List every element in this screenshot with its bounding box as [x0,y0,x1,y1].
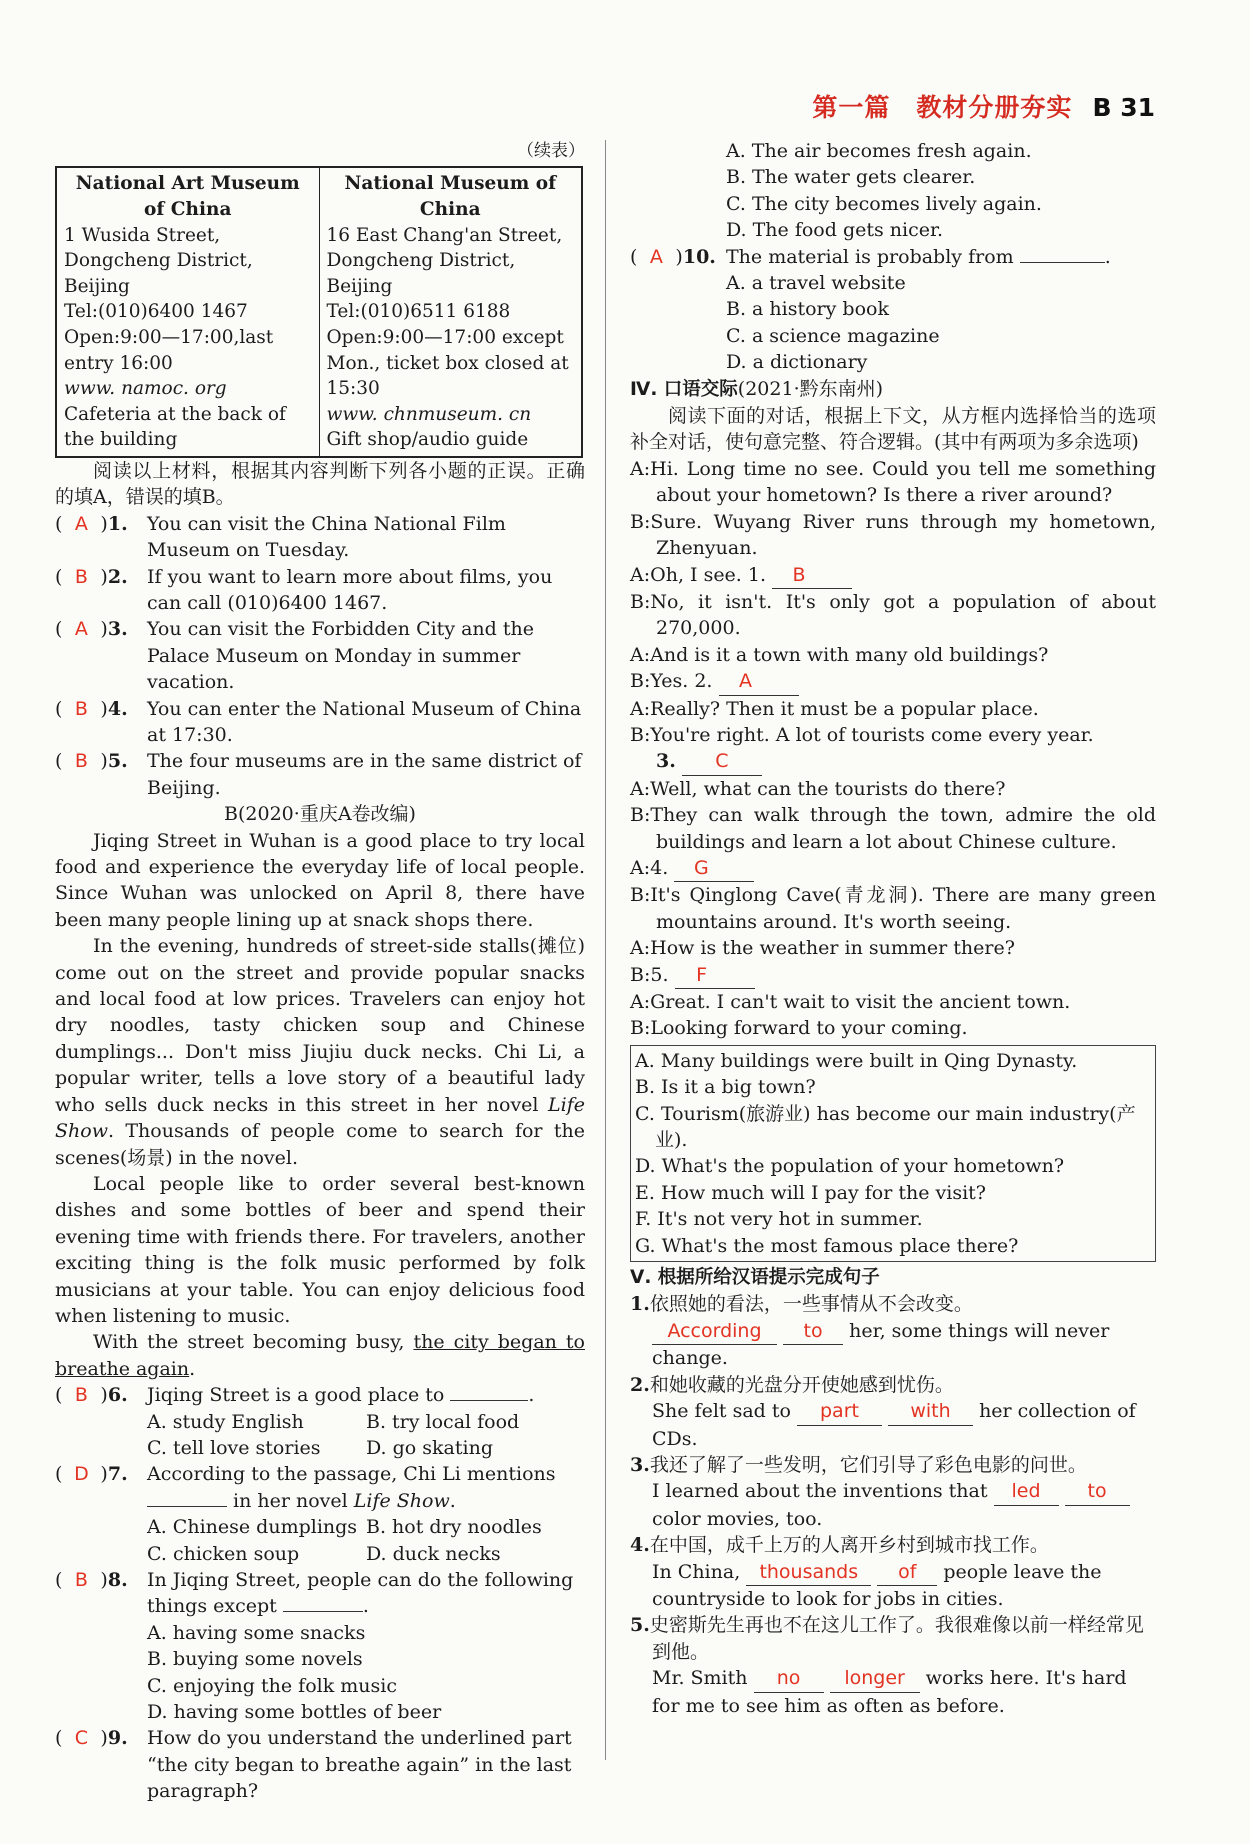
dialog-line: A:Oh, I see. 1. B [630,562,1156,589]
option: C. Tourism(旅游业) has become our main industry(产业). [635,1102,1136,1152]
option: A. a travel website [726,272,906,295]
dialog-line: B:No, it isn't. It's only got a population of about 270,000. [630,590,1156,640]
option: C. The city becomes lively again. [726,192,1042,215]
dialog-line: A:Great. I can't wait to visit the ancient town. [630,991,1071,1013]
translation-prompt: 5.史密斯先生再也不在这儿工作了。我很难像以前一样经常见到他。 [630,1614,1144,1663]
museum-line: Open:9:00—17:00 except Mon., ticket box closed at 15:30 [326,326,569,400]
section-b-title: B(2020·重庆A卷改编) [224,803,416,826]
passage-paragraph: In the evening, hundreds of street-side stalls(摊位) come out on the street and provide popular snacks and local food at low prices. Travelers can enjoy hot dry noodles, tasty chicken soup and Chinese dumplings... Don't miss Jiujiu duck necks. Chi Li, a popular writer, tells a love story of a beautiful lady who sells duck necks in this street in her novel Life Show. Thousands of people come to search for the scenes(场景) in the novel. [55,935,585,1169]
passage-paragraph: Local people like to order several best-known dishes and some bottles of beer and spend their evening time with friends there. For travelers, another exciting thing is the folk music performed by folk musicians at your table. You can enjoy delicious food when listening to music. [55,1172,585,1327]
dialog-line: A:Hi. Long time no see. Could you tell me something about your hometown? Is there a river around? [630,457,1156,507]
page-number: B 31 [1092,93,1155,122]
museum-line: Dongcheng District, [64,250,253,272]
dialog-line: 3. C [630,748,1156,775]
museum-website: www. chnmuseum. cn [326,403,532,425]
answer-blank: C [682,748,762,775]
museum-note: Gift shop/audio guide [326,429,529,451]
dialog-line: A:Really? Then it must be a popular place. [630,697,1039,720]
dialog-line: A:4. G [630,855,1156,882]
dialog-line: B:It's Qinglong Cave(青龙洞). There are many green mountains around. It's worth seeing. [630,884,1156,933]
museum-line: Beijing [326,275,393,297]
dialog-line: B:You're right. A lot of tourists come every year. [630,723,1094,746]
mc-question: ( A )10. The material is probably from . [630,245,1111,268]
museum-line: Open:9:00—17:00,last entry 16:00 [64,326,274,374]
option: B. a history book [726,298,889,321]
section-5-heading: Ⅴ. 根据所给汉语提示完成句子 [630,1267,880,1289]
dialog-line: B:Sure. Wuyang River runs through my hometown, Zhenyuan. [630,510,1156,560]
translation-answer: I learned about the inventions that led to color movies, too. [630,1478,1156,1532]
translation-prompt: 4.在中国，成千上万的人离开乡村到城市找工作。 [630,1534,1049,1557]
mc-question: ( B )6. Jiqing Street is a good place to . [55,1384,535,1407]
tf-question: ( A )3. You can visit the Forbidden City and the Palace Museum on Monday in summer vacation. [55,618,534,694]
passage-paragraph: With the street becoming busy, the city began to breathe again. [55,1331,585,1380]
mc-question: ( C )9. How do you understand the underlined part “the city began to breathe again” in the last paragraph? [55,1727,572,1803]
dialog-line: B:Looking forward to your coming. [630,1017,968,1040]
translation-prompt: 2.和她收藏的光盘分开使她感到忧伤。 [630,1373,954,1396]
mc-question: ( B )8. In Jiqing Street, people can do the following things except . [55,1569,574,1618]
section-4-instruction: 阅读下面的对话，根据上下文，从方框内选择恰当的选项补全对话，使句意完整、符合逻辑。(其中有两项为多余选项) [630,405,1156,454]
option: C. enjoying the folk music [147,1674,397,1697]
left-column [55,138,585,1805]
museum-line: Tel:(010)6511 6188 [326,301,511,323]
page-header [812,88,1155,124]
translation-prompt: 3.我还了解了一些发明，它们引导了彩色电影的问世。 [630,1453,1087,1476]
option: D. What's the population of your hometown? [635,1155,1065,1178]
continued-label: （续表） [517,141,585,161]
museum-note: Cafeteria at the back of the building [64,403,286,451]
museum-line: Tel:(010)6400 1467 [64,301,248,323]
translation-answer: In China, thousands of people leave the countryside to look for jobs in cities. [652,1560,1102,1610]
option: B. The water gets clearer. [726,166,976,189]
option: E. How much will I pay for the visit? [635,1181,986,1204]
answer-blank: B [772,562,852,589]
museum-cell [319,167,582,457]
translation-answer: According to her, some things will never change. [652,1319,1110,1370]
right-column [630,138,1156,1719]
dialog-line: B:They can walk through the town, admire the old buildings and learn a lot about Chinese culture. [630,804,1156,853]
option: C. a science magazine [726,324,940,347]
underlined-part: the city began to breathe again [55,1331,585,1380]
header-title: 第一篇 教材分册夯实 [812,93,1073,122]
option: A. Many buildings were built in Qing Dynasty. [635,1049,1078,1072]
options-row: C. tell love stories D. go skating [147,1436,493,1459]
option: G. What's the most famous place there? [635,1234,1019,1257]
museum-line: Dongcheng District, [326,250,516,272]
option: F. It's not very hot in summer. [635,1208,923,1231]
options-box [630,1045,1156,1262]
passage-paragraph: Jiqing Street in Wuhan is a good place to try local food and experience the everyday life of local people. Since Wuhan was unlocked on April 8, there have been many people lining up at snack shops there. [55,829,585,931]
museum-cell [56,167,319,457]
translation-answer: She felt sad to part with her collection of CDs. [652,1400,1136,1450]
answer-blank: F [675,962,755,989]
museum-title: National Art Museum of China [75,173,300,220]
option: A. having some snacks [147,1621,366,1644]
dialog-line: B:5. F [630,962,1156,989]
section-4-heading: Ⅳ. 口语交际(2021·黔东南州) [630,377,884,400]
option: A. The air becomes fresh again. [726,140,1032,162]
instruction: 阅读以上材料，根据其内容判断下列各小题的正误。正确的填A，错误的填B。 [55,459,585,509]
dialog-line: A:How is the weather in summer there? [630,937,1015,960]
column-divider [605,140,606,1760]
translation-prompt: 1.依照她的看法，一些事情从不会改变。 [630,1293,973,1316]
museum-title: National Museum of China [344,173,557,220]
tf-question: ( B )5. The four museums are in the same district of Beijing. [55,750,582,799]
museum-table [55,166,583,458]
option: B. Is it a big town? [635,1076,816,1099]
tf-question: ( B )4. You can enter the National Museum of China at 17:30. [55,697,582,746]
options-row: A. Chinese dumplings B. hot dry noodles [147,1516,542,1539]
options-row: A. study English B. try local food [147,1410,520,1433]
museum-website: www. namoc. org [64,378,227,400]
option: B. buying some novels [147,1648,363,1671]
translation-answer: Mr. Smith no longer works here. It's hard for me to see him as often as before. [652,1667,1127,1717]
answer-blank: G [674,855,754,882]
mc-question: ( D )7. According to the passage, Chi Li mentions in her novel Life Show. [55,1463,556,1512]
museum-line: Beijing [64,275,130,297]
option: D. having some bottles of beer [147,1701,442,1724]
option: D. a dictionary [726,351,868,374]
museum-line: 16 East Chang'an Street, [326,224,563,246]
museum-line: 1 Wusida Street, [64,224,221,246]
options-row: C. chicken soup D. duck necks [147,1542,501,1565]
answer-blank: A [719,668,799,695]
option: D. The food gets nicer. [726,219,944,242]
dialog-line: A:And is it a town with many old buildings? [630,643,1049,666]
dialog-line: B:Yes. 2. A [630,668,1156,695]
tf-question: ( A )1. You can visit the China National Film Museum on Tuesday. [55,512,506,562]
tf-question: ( B )2. If you want to learn more about films, you can call (010)6400 1467. [55,565,553,614]
dialog-line: A:Well, what can the tourists do there? [630,777,1006,800]
